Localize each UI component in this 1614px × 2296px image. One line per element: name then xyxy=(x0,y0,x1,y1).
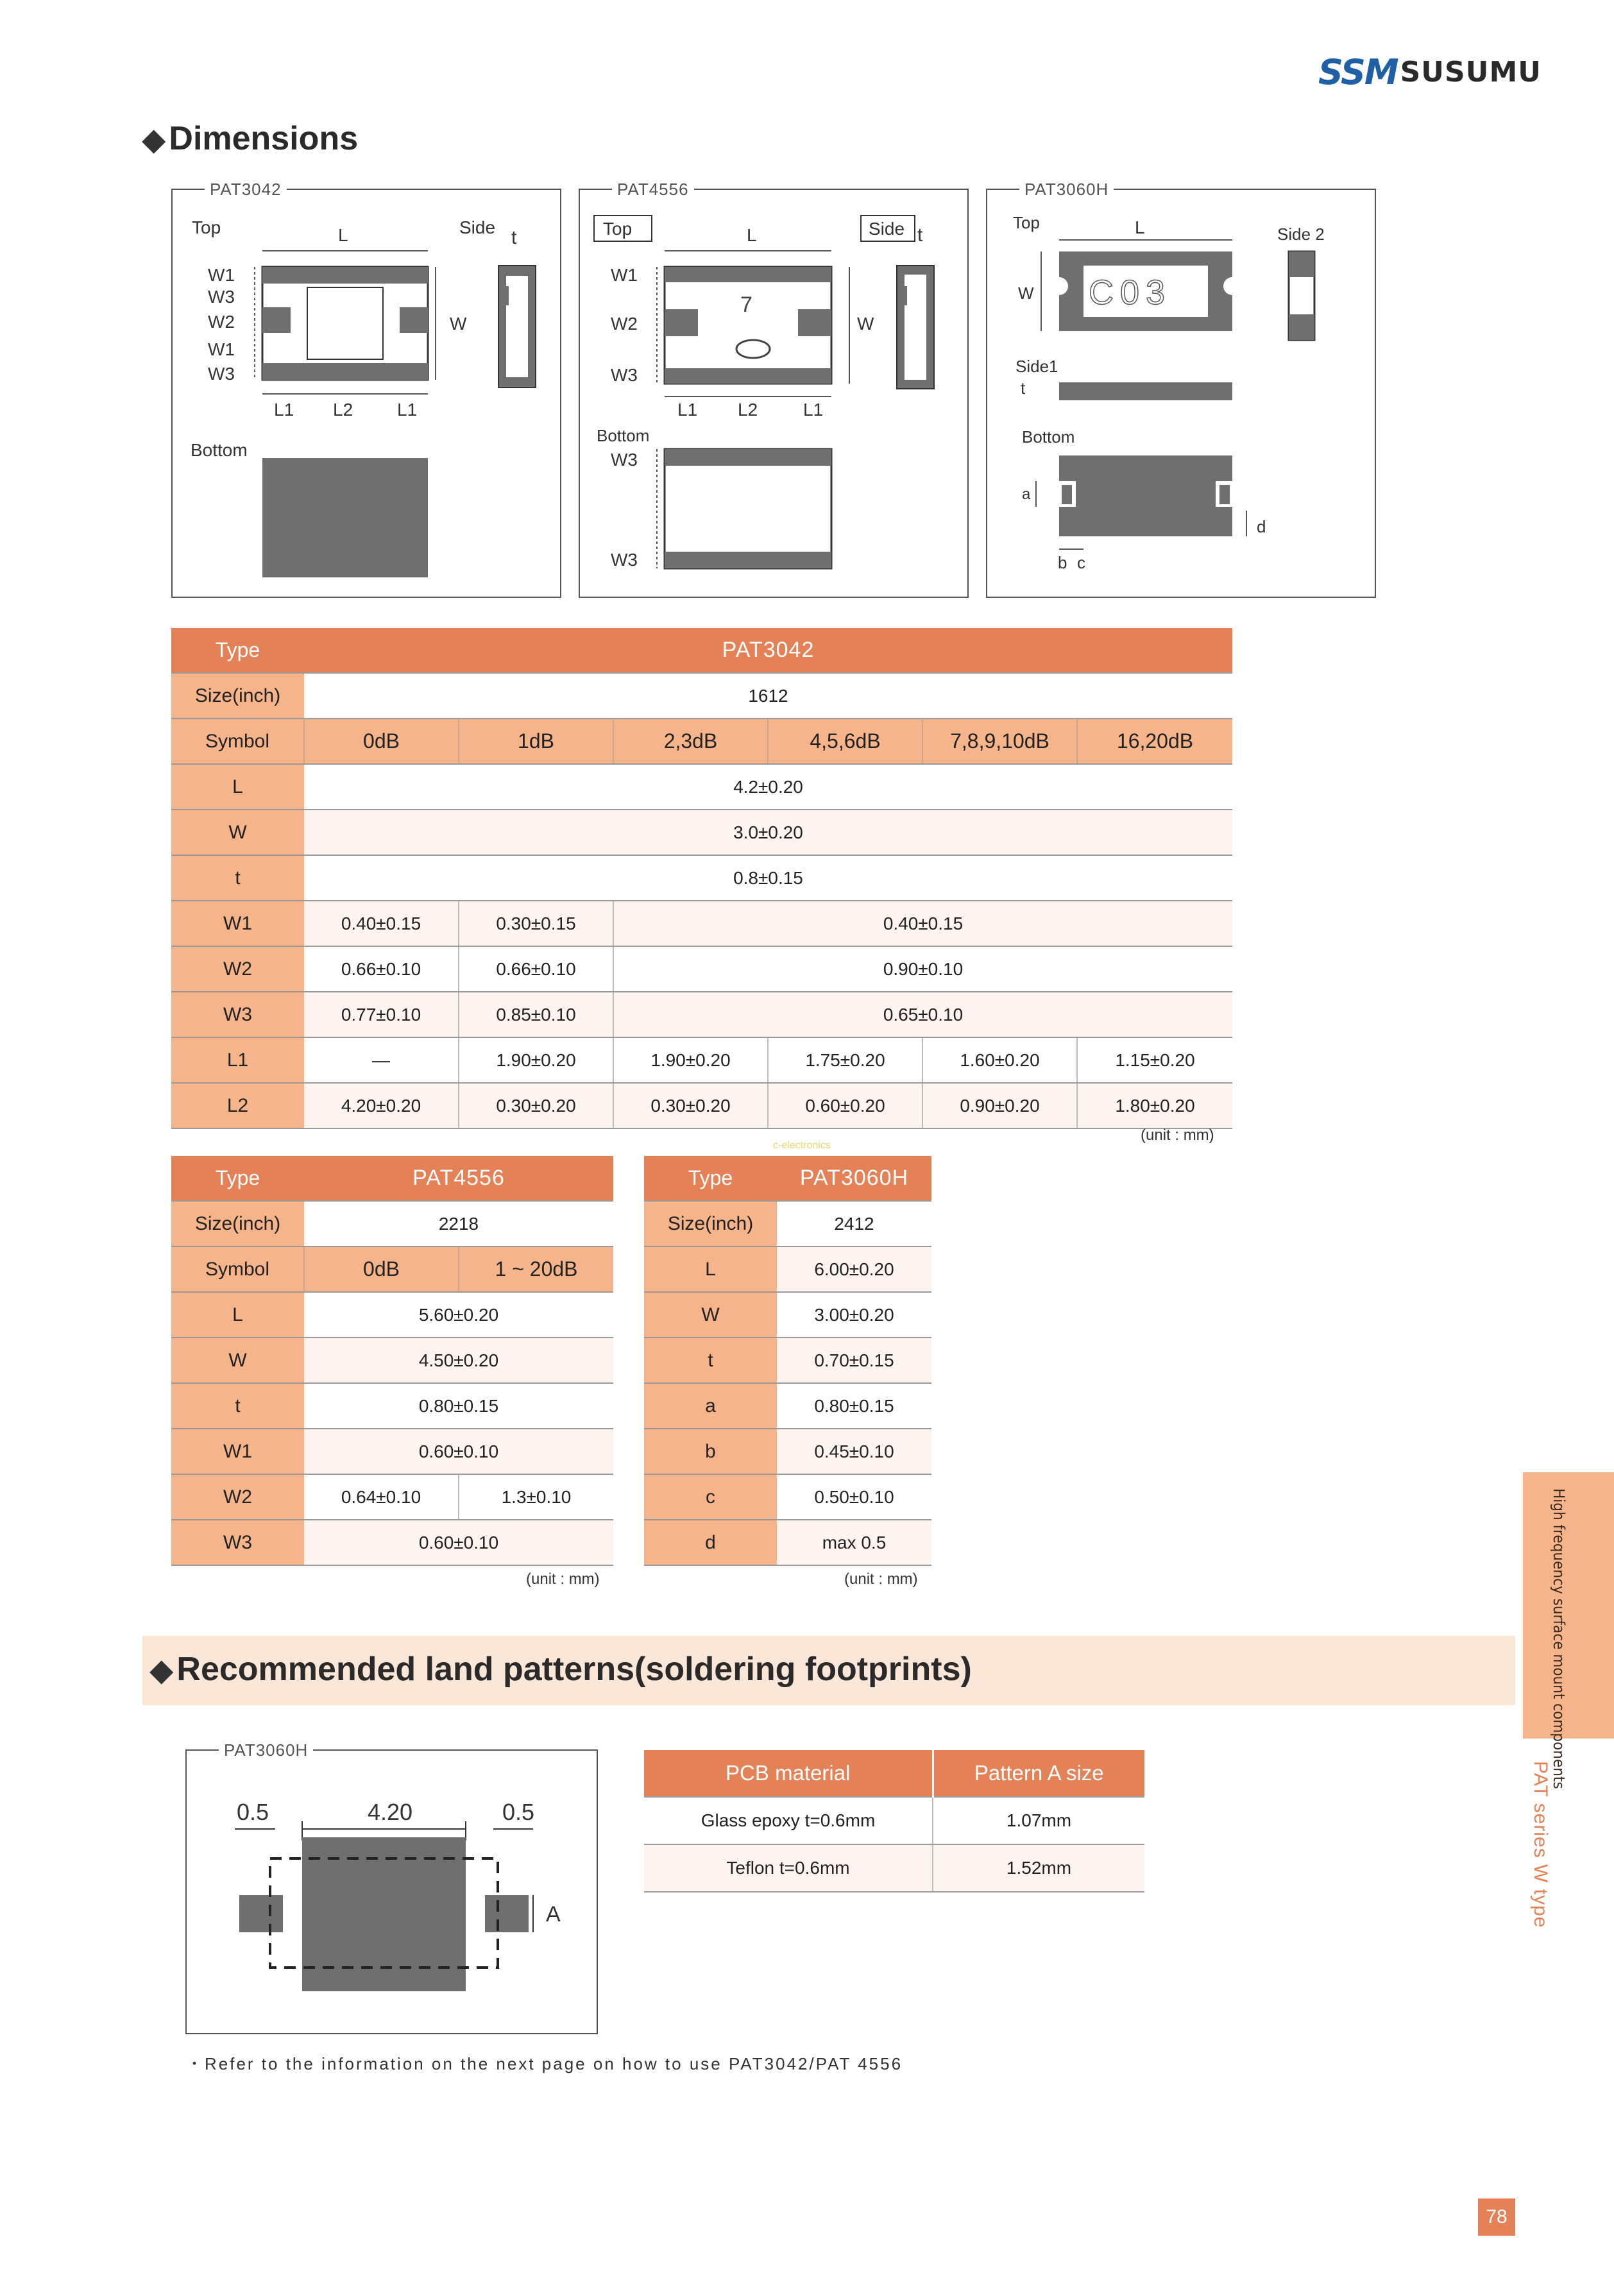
land-patterns-band xyxy=(142,1636,1515,1705)
pcb-table xyxy=(644,1750,1144,1892)
svg-text:a: a xyxy=(1022,486,1031,503)
land-patterns-title: Recommended land patterns(soldering footprints) xyxy=(176,1651,972,1688)
svg-text:Top: Top xyxy=(603,219,633,239)
dimensions-title: Dimensions xyxy=(169,120,359,157)
svg-text:Bottom: Bottom xyxy=(1022,427,1075,446)
svg-text:Side1: Side1 xyxy=(1015,357,1058,376)
size-value: 1612 xyxy=(304,673,1232,719)
symbol-cell: 16,20dB xyxy=(1077,719,1232,764)
pattern-size-header: Pattern A size xyxy=(933,1750,1144,1797)
svg-text:W: W xyxy=(1018,284,1034,303)
svg-text:L: L xyxy=(747,225,757,245)
label-bottom: Bottom xyxy=(191,440,248,460)
panel-label-pat4556: PAT4556 xyxy=(612,180,694,200)
drawing-panel-pat3042 xyxy=(171,180,561,598)
symbol-cell: 2,3dB xyxy=(613,719,768,764)
unit-note-pat3042: (unit : mm) xyxy=(1141,1127,1214,1144)
svg-text:c: c xyxy=(1077,553,1085,572)
pcb-material-header: PCB material xyxy=(644,1750,933,1797)
land-pattern-drawing xyxy=(187,1751,597,2033)
drawing-panel-pat3060h xyxy=(986,180,1376,598)
dim-center: 4.20 xyxy=(368,1799,413,1825)
logo-ssm-text: SSM xyxy=(1318,51,1398,92)
bottom-body xyxy=(262,458,428,577)
model-name: PAT4556 xyxy=(304,1156,613,1201)
land-pad-right xyxy=(485,1895,529,1932)
label-side: Side xyxy=(459,217,496,237)
symbol-cell: 1dB xyxy=(459,719,613,764)
svg-text:L1: L1 xyxy=(397,400,418,420)
svg-text:W2: W2 xyxy=(611,314,638,334)
series-label: PAT series W type xyxy=(1530,1761,1551,1928)
svg-text:W3: W3 xyxy=(208,287,235,307)
symbol-cell: 7,8,9,10dB xyxy=(922,719,1077,764)
table-row: Teflon t=0.6mm 1.52mm xyxy=(644,1844,1144,1892)
pat3042-table: Type PAT3042 Size(inch) 1612 Symbol 0dB 1dB 2,3dB 4,5,6dB 7,8,9,10dB 16,20dB L 4.2±0.20 W 3.0±0.20 t 0.8±0.15 W1 0.40±0.15 0.30±0.15 0.40±0.15 W2 0.66±0.10 0.66±0.10 0.90±0.10 W3 0.77±0.10 0.85±0.10 0.65±0.10 L1 — 1.90±0.20 1.90±0.20 1.75±0.20 1.60±0.20 1.15±0.20 L2 4.20±0.20 0.30±0.20 0.30±0.20 0.60±0.20 0.90±0.20 1.80±0.20 xyxy=(171,628,1232,1129)
svg-text:W3: W3 xyxy=(611,550,638,570)
model-name: PAT3060H xyxy=(777,1156,931,1201)
pat3042-drawing xyxy=(173,190,560,597)
side-tab-text: High frequency surface mount components xyxy=(1550,1488,1568,1789)
svg-text:Bottom: Bottom xyxy=(597,426,650,445)
diamond-bullet-icon: ◆ xyxy=(150,1653,173,1687)
svg-text:W: W xyxy=(857,314,874,334)
svg-text:L2: L2 xyxy=(333,400,353,420)
panel-label-pat3042: PAT3042 xyxy=(205,180,287,200)
unit-note-pat3060h: (unit : mm) xyxy=(844,1570,918,1588)
drawing-panel-pat4556 xyxy=(579,180,969,598)
svg-text:t: t xyxy=(1021,378,1026,398)
page-number: 78 xyxy=(1478,2198,1515,2236)
svg-text:Side 2: Side 2 xyxy=(1277,225,1325,244)
svg-text:W3: W3 xyxy=(611,450,638,470)
svg-text:Side: Side xyxy=(869,219,905,239)
panel-label-land: PAT3060H xyxy=(219,1740,313,1760)
model-name: PAT3042 xyxy=(304,628,1232,673)
panel-label-pat3060h: PAT3060H xyxy=(1019,180,1114,200)
symbol-cell: 4,5,6dB xyxy=(768,719,922,764)
dim-left: 0.5 xyxy=(237,1799,269,1825)
svg-text:L1: L1 xyxy=(274,400,294,420)
dim-right: 0.5 xyxy=(502,1799,535,1825)
symbol-cell: 0dB xyxy=(304,719,459,764)
dim-L-label: L xyxy=(338,225,348,245)
pat4556-drawing xyxy=(580,190,967,597)
svg-text:L2: L2 xyxy=(738,400,758,420)
svg-text:Top: Top xyxy=(1013,213,1040,232)
label-top: Top xyxy=(192,217,221,237)
svg-text:t: t xyxy=(917,225,923,246)
svg-text:W3: W3 xyxy=(611,365,638,385)
pat4556-table: Type PAT4556 Size(inch) 2218 Symbol 0dB 1 ~ 20dB L 5.60±0.20 W 4.50±0.20 t 0.80±0.15 W1 0.60±0.10 W2 0.64±0.10 1.3±0.10 W3 0.60±0.10 xyxy=(171,1156,613,1566)
svg-text:t: t xyxy=(511,227,517,248)
stamp-mark: c-electronics xyxy=(773,1140,831,1151)
svg-text:L1: L1 xyxy=(677,400,698,420)
svg-text:L1: L1 xyxy=(803,400,824,420)
svg-text:W1: W1 xyxy=(208,339,235,359)
dim-A: A xyxy=(546,1902,561,1926)
land-pattern-panel xyxy=(185,1740,598,2034)
pat3060h-table: Type PAT3060H Size(inch) 2412 L 6.00±0.20 W 3.00±0.20 t 0.70±0.15 a 0.80±0.15 b 0.45±0.10 c 0.50±0.10 d max 0.5 xyxy=(644,1156,931,1566)
svg-text:W1: W1 xyxy=(611,265,638,285)
unit-note-pat4556: (unit : mm) xyxy=(526,1570,600,1588)
susumu-logo xyxy=(1318,53,1542,91)
pat3060h-drawing xyxy=(987,190,1375,597)
svg-text:W2: W2 xyxy=(208,312,235,332)
svg-text:L: L xyxy=(1135,217,1145,237)
footnote: ・Refer to the information on the next page on how to use PAT3042/PAT 4556 xyxy=(186,2054,903,2073)
dimensions-heading xyxy=(142,119,358,158)
svg-text:b: b xyxy=(1058,553,1067,572)
svg-text:W3: W3 xyxy=(208,364,235,384)
logo-susumu-text: SUSUMU xyxy=(1400,55,1542,89)
svg-text:d: d xyxy=(1257,517,1266,536)
svg-text:W1: W1 xyxy=(208,265,235,285)
land-patterns-heading xyxy=(150,1650,972,1688)
table-row: Glass epoxy t=0.6mm 1.07mm xyxy=(644,1797,1144,1844)
svg-text:7: 7 xyxy=(740,293,752,317)
bottom-body xyxy=(1059,455,1232,536)
land-pad-left xyxy=(239,1895,283,1932)
diamond-bullet-icon: ◆ xyxy=(142,123,166,156)
type-header: Type xyxy=(171,628,304,673)
svg-text:C03: C03 xyxy=(1089,273,1172,312)
dim-W-label: W xyxy=(450,314,467,334)
